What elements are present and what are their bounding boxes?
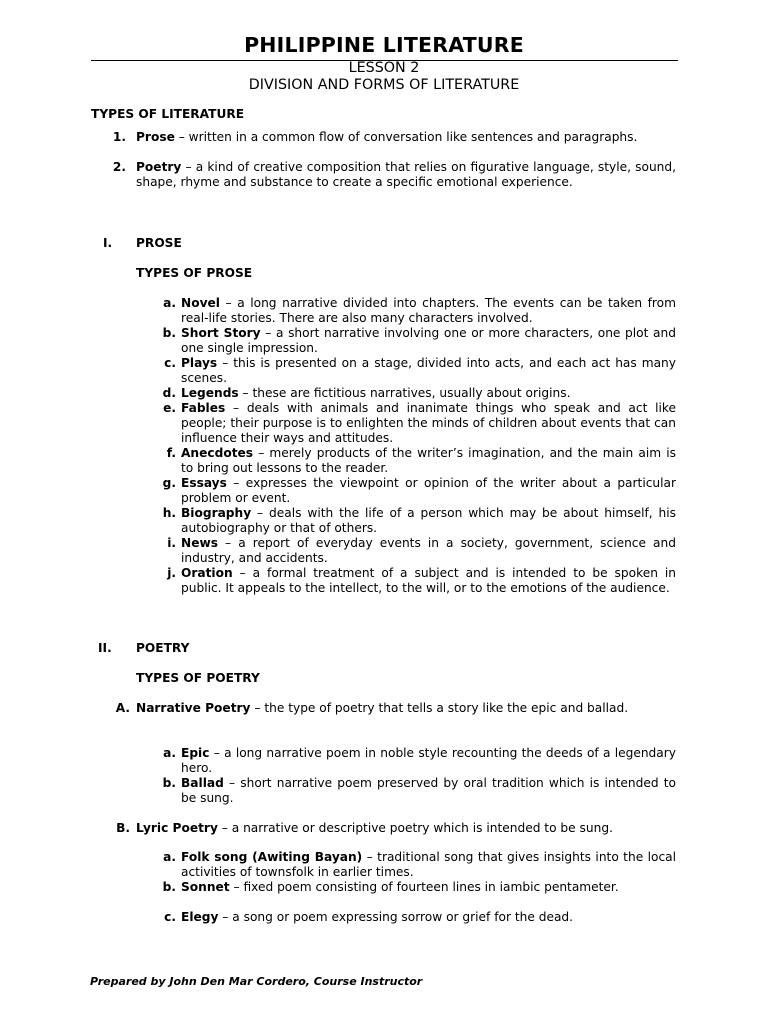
term: Folk song (Awiting Bayan)	[181, 850, 363, 864]
list-item	[181, 566, 676, 596]
list-marker: i.	[167, 536, 176, 550]
list-item	[181, 326, 676, 356]
list-marker: 1.	[112, 130, 126, 144]
list-item	[181, 446, 676, 476]
list-item	[181, 910, 676, 925]
list-item	[181, 476, 676, 506]
list-marker: c.	[164, 910, 176, 924]
definition: – a long narrative divided into chapters. The events can be taken from real-life stories. There are also many characters involved.	[181, 296, 676, 325]
lesson-subtitle: DIVISION AND FORMS OF LITERATURE	[248, 77, 520, 93]
definition: – a formal treatment of a subject and is intended to be spoken in public. It appeals to the intellect, to the will, or to the emotions of the audience.	[181, 566, 676, 595]
term: Plays	[181, 356, 218, 370]
section-heading: POETRY	[136, 641, 190, 655]
definition: – a report of everyday events in a society, government, science and industry, and accidents.	[181, 536, 676, 565]
term: Poetry	[136, 160, 182, 174]
term: Fables	[181, 401, 226, 415]
definition: – these are fictitious narratives, usually about origins.	[238, 386, 571, 400]
list-marker: a.	[163, 296, 176, 310]
list-marker: f.	[166, 446, 176, 460]
definition: – traditional song that gives insights into the local activities of townsfolk in earlier times.	[181, 850, 676, 879]
list-marker: h.	[162, 506, 176, 520]
lesson-label: LESSON 2	[348, 60, 420, 76]
list-item	[136, 160, 676, 190]
list-item	[181, 401, 676, 446]
list-item	[136, 821, 681, 836]
section-subheading: TYPES OF POETRY	[136, 671, 260, 685]
term: Sonnet	[181, 880, 230, 894]
list-marker: g.	[162, 476, 176, 490]
definition: – a song or poem expressing sorrow or grief for the dead.	[218, 910, 574, 924]
list-item	[181, 506, 676, 536]
term: Anecdotes	[181, 446, 254, 460]
list-marker: c.	[164, 356, 176, 370]
list-marker: B.	[116, 821, 130, 835]
list-marker: b.	[162, 326, 176, 340]
list-item	[181, 386, 676, 401]
definition: – a kind of creative composition that relies on figurative language, style, sound, shape, rhyme and substance to create a specific emotional experience.	[136, 160, 676, 189]
term: Prose	[136, 130, 175, 144]
term: Lyric Poetry	[136, 821, 218, 835]
term: Short Story	[181, 326, 261, 340]
list-marker: 2.	[112, 160, 126, 174]
term: Legends	[181, 386, 239, 400]
definition: – merely products of the writer’s imagination, and the main aim is to bring out lessons to the reader.	[181, 446, 676, 475]
list-marker: a.	[163, 746, 176, 760]
term: Elegy	[181, 910, 219, 924]
list-marker: d.	[162, 386, 176, 400]
list-item	[181, 536, 676, 566]
definition: – short narrative poem preserved by oral tradition which is intended to be sung.	[181, 776, 676, 805]
definition: – deals with animals and inanimate things who speak and act like people; their purpose is to enlighten the minds of children about events that can influence their ways and attitudes.	[181, 401, 676, 445]
definition: – written in a common flow of conversation like sentences and paragraphs.	[174, 130, 638, 144]
list-marker: b.	[162, 776, 176, 790]
definition: – fixed poem consisting of fourteen lines in iambic pentameter.	[229, 880, 619, 894]
term: Novel	[181, 296, 220, 310]
list-item	[181, 746, 676, 776]
term: News	[181, 536, 218, 550]
list-marker: b.	[162, 880, 176, 894]
term: Biography	[181, 506, 252, 520]
footer-credit: Prepared by John Den Mar Cordero, Course Instructor	[90, 975, 423, 988]
definition: – this is presented on a stage, divided into acts, and each act has many scenes.	[181, 356, 676, 385]
list-marker: a.	[163, 850, 176, 864]
list-item	[181, 776, 676, 806]
section-numeral: II.	[98, 641, 112, 655]
definition: – the type of poetry that tells a story like the epic and ballad.	[250, 701, 629, 715]
list-marker: A.	[115, 701, 130, 715]
list-item	[181, 356, 676, 386]
definition: – deals with the life of a person which may be about himself, his autobiography or that of others.	[181, 506, 676, 535]
list-item	[181, 850, 676, 880]
term: Essays	[181, 476, 227, 490]
term: Ballad	[181, 776, 224, 790]
definition: – a long narrative poem in noble style recounting the deeds of a legendary hero.	[181, 746, 676, 775]
list-item	[181, 296, 676, 326]
definition: – expresses the viewpoint or opinion of the writer about a particular problem or event.	[181, 476, 676, 505]
list-marker: j.	[167, 566, 176, 580]
section-heading: PROSE	[136, 236, 182, 250]
list-item	[136, 701, 676, 716]
term: Epic	[181, 746, 210, 760]
types-heading: TYPES OF LITERATURE	[91, 107, 245, 121]
page-title: PHILIPPINE LITERATURE	[244, 33, 524, 57]
term: Oration	[181, 566, 233, 580]
list-marker: e.	[163, 401, 176, 415]
section-numeral: I.	[103, 236, 113, 250]
list-item	[136, 130, 676, 145]
list-item	[181, 880, 676, 895]
definition: – a narrative or descriptive poetry which is intended to be sung.	[217, 821, 613, 835]
section-subheading: TYPES OF PROSE	[136, 266, 253, 280]
term: Narrative Poetry	[136, 701, 251, 715]
definition: – a short narrative involving one or more characters, one plot and one single impression.	[181, 326, 676, 355]
